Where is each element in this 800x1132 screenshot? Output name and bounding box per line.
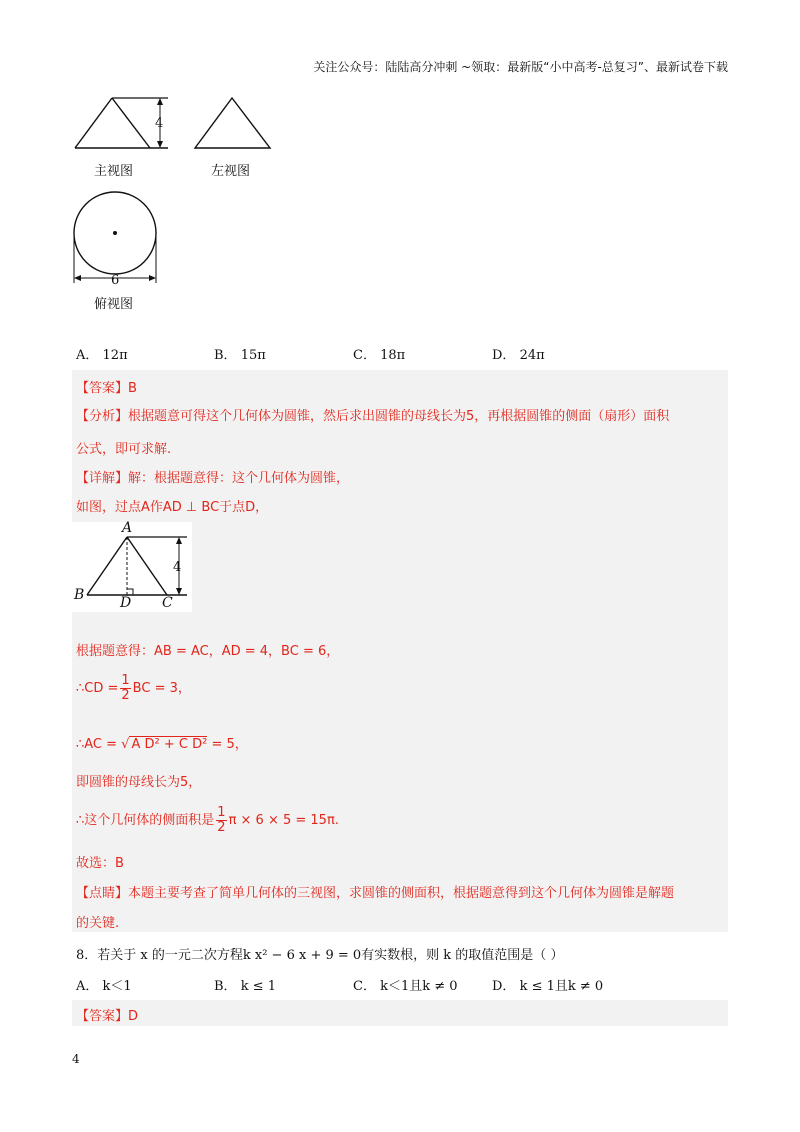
q8-option-d: D． k ≤ 1且k ≠ 0 — [492, 979, 604, 994]
q7-answer-line: 【答案】B — [76, 381, 137, 396]
q7-comment-2: 的关键. — [76, 916, 120, 931]
point-d-label: D — [120, 595, 132, 611]
q7-analysis-2: 公式，即可求解. — [76, 442, 172, 457]
top-diameter-label: 6 — [111, 273, 120, 288]
side-view-figure — [188, 92, 278, 154]
q7-line-2: ∴CD = $\frac{1}{2}$ BC = 3， — [76, 673, 191, 703]
q8-option-b: B． k ≤ 1 — [214, 979, 277, 994]
front-view-label: 主视图 — [94, 164, 134, 179]
q8-option-a: A． k＜1 — [76, 979, 132, 994]
q7-line-3: ∴AC = √ A D² + C D² = 5， — [76, 737, 248, 752]
q8-option-c: C． k＜1且k ≠ 0 — [353, 979, 458, 994]
q7-line-1: 根据题意得：AB = AC，AD = 4，BC = 6， — [76, 644, 340, 659]
side-view-label: 左视图 — [211, 164, 251, 179]
q7-detail-1: 【详解】解：根据题意得：这个几何体为圆锥， — [76, 471, 350, 486]
height-label: 4 — [173, 560, 182, 575]
q7-line-4: 即圆锥的母线长为5， — [76, 775, 202, 790]
q7-option-d: D． 24π — [492, 348, 545, 363]
q8-answer-box — [72, 1000, 728, 1026]
front-height-label: 4 — [155, 116, 164, 131]
point-c-label: C — [162, 595, 173, 611]
page-number: 4 — [72, 1052, 80, 1066]
q7-option-c: C． 18π — [353, 348, 406, 363]
top-view-label: 俯视图 — [94, 297, 134, 312]
q7-option-a: A． 12π — [76, 348, 128, 363]
point-b-label: B — [74, 587, 85, 603]
q7-choose: 故选：B — [76, 856, 124, 871]
point-a-label: A — [122, 520, 133, 536]
q7-line-5: ∴这个几何体的侧面积是 $\frac{1}{2}$ π × 6 × 5 = 15π. — [76, 805, 339, 835]
page-header: 关注公众号：陆陆高分冲刺 ~领取：最新版“小中高考-总复习”、最新试卷下载 — [313, 60, 728, 74]
q7-option-b: B． 15π — [214, 348, 266, 363]
q7-detail-2: 如图，过点A作AD ⊥ BC于点D， — [76, 500, 269, 515]
q8-stem: 8．若关于 x 的一元二次方程k x² − 6 x + 9 = 0有实数根，则 k 的取值范围是（ ） — [76, 948, 564, 963]
front-view-figure — [70, 92, 180, 154]
q8-answer: 【答案】D — [76, 1009, 139, 1024]
q7-comment-1: 【点睛】本题主要考查了简单几何体的三视图，求圆锥的侧面积，根据题意得到这个几何体为圆锥是解题 — [76, 886, 675, 901]
q7-analysis-1: 【分析】根据题意可得这个几何体为圆锥，然后求出圆锥的母线长为5，再根据圆锥的侧面（扇形）面积 — [76, 409, 670, 424]
